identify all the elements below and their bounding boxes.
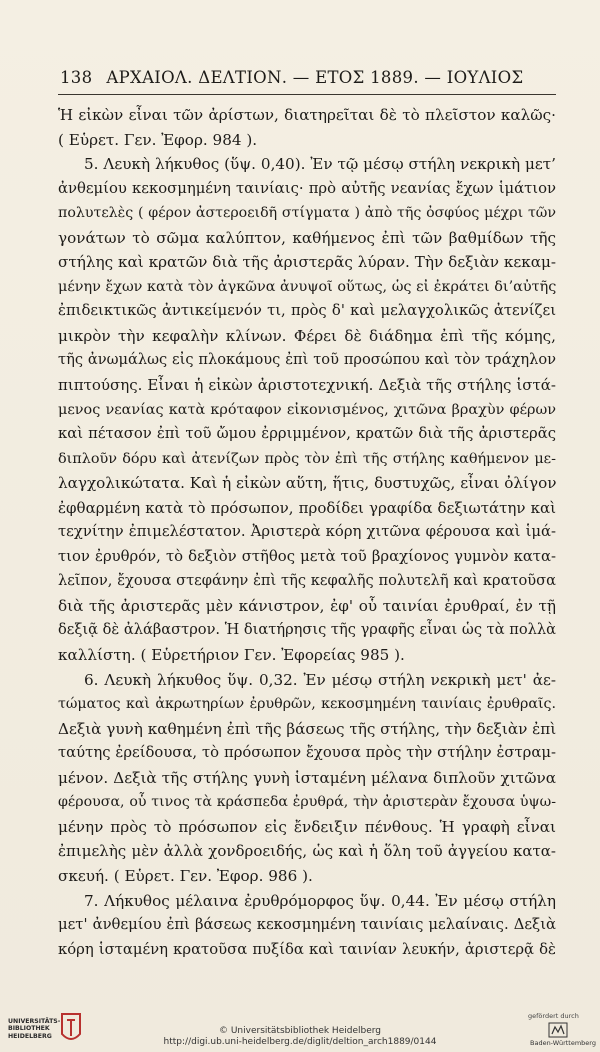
copyright-notice — [130, 1026, 470, 1048]
text-line: τώματος καὶ ἀκρωτηρίων ἐρυθρῶν, κεκοσμημένη ταινίαις ἐρυθραῖς. — [58, 696, 556, 713]
text-line: ἀνθεμίου κεκοσμημένη ταινίαις· πρὸ αὐτῆς νεανίας ἔχων ἱμάτιον — [58, 179, 556, 197]
text-line: μένην ἔχων κατὰ τὸν ἀγκῶνα ἀνυψοῖ οὕτως, ὡς εἰ ἐκράτει δι’αὐτῆς — [58, 278, 556, 295]
funder-name: Baden-Württemberg — [530, 1039, 596, 1047]
text-line: ἐφθαρμένη κατὰ τὸ πρόσωπον, προδίδει γραφίδα δεξιωτάτην καὶ — [58, 498, 556, 517]
text-line: ἐπιδεικτικῶς ἀντικείμενόν τι, πρὸς δ' καὶ μελαγχολικῶς ἀτενίζει — [58, 302, 556, 320]
running-header — [60, 68, 555, 92]
text-line: τεχνίτην ἐπιμελέστατον. Ἀριστερὰ κόρη χιτῶνα φέρουσα καὶ ἱμά- — [58, 523, 556, 541]
text-line: λεῖπον, ἔχουσα στεφάνην ἐπὶ τῆς κεφαλῆς πολυτελῆ καὶ κρατοῦσα — [58, 572, 556, 590]
funded-by-label: gefördert durch — [528, 1012, 579, 1020]
text-line: φέρουσα, οὗ τινος τὰ κράσπεδα ἐρυθρά, τὴν ἀριστερὰν ἔχουσα ὑψω- — [58, 794, 556, 811]
library-name-line: UNIVERSITÄTS- — [8, 1018, 61, 1025]
text-line: σκευή. ( Εὑρετ. Γεν. Ἐφορ. 986 ). — [58, 866, 313, 885]
text-line: στήλης καὶ κρατῶν διὰ τῆς ἀριστερᾶς λύραν. Τὴν δεξιὰν κεκαμ- — [58, 253, 556, 272]
text-line: τῆς ἀνωμάλως εἰς πλοκάμους ἐπὶ τοῦ προσώπου καὶ τὸν τράχηλον — [58, 351, 556, 369]
text-line: κόρη ἱσταμένη κρατοῦσα πυξίδα καὶ ταινίαν λευκήν, ἀριστερᾷ δὲ — [58, 940, 556, 958]
text-line: Ἡ εἰκὼν εἶναι τῶν ἀρίστων, διατηρεῖται δὲ τὸ πλεῖστον καλῶς· — [58, 106, 556, 124]
text-line: μικρὸν τὴν κεφαλὴν κλίνων. Φέρει δὲ διάδημα ἐπὶ τῆς κόμης, — [58, 326, 556, 345]
page-footer — [0, 984, 600, 1052]
library-seal-icon — [60, 1012, 82, 1046]
text-line: δεξιᾷ δὲ ἀλάβαστρον. Ἡ διατήρησις τῆς γραφῆς εἶναι ὡς τὰ πολλὰ — [58, 621, 556, 639]
copyright-text: © Universitätsbibliothek Heidelberg — [218, 1026, 381, 1036]
text-line: 6. Λευκὴ λήκυθος ὕψ. 0,32. Ἐν μέσῳ στήλη νεκρικὴ μετ' ἀε- — [84, 670, 556, 689]
text-line: ( Εὑρετ. Γεν. Ἐφορ. 984 ). — [58, 130, 258, 149]
page-number: 138 — [60, 68, 93, 87]
text-line: διπλοῦν δόρυ καὶ ἀτενίζων πρὸς τὸν ἐπὶ τῆς στήλης καθήμενον με- — [58, 450, 556, 467]
text-line: τιον ἐρυθρόν, τὸ δεξιὸν στῆθος μετὰ τοῦ βραχίονος γυμνὸν κατα- — [58, 547, 556, 565]
body-text — [58, 103, 556, 962]
text-line: καὶ πέτασον ἐπὶ τοῦ ὤμου ἐρριμμένον, κρατῶν διὰ τῆς ἀριστερᾶς — [58, 425, 556, 443]
library-name-line: BIBLIOTHEK — [8, 1025, 50, 1033]
text-line: μένην πρὸς τὸ πρόσωπον εἰς ἔνδειξιν πένθους. Ἡ γραφὴ εἶναι — [58, 817, 556, 836]
text-line: μενος νεανίας κατὰ κρόταφον εἰκονισμένος, χιτῶνα βραχὺν φέρων — [58, 401, 556, 418]
library-logo — [8, 1018, 61, 1048]
text-line: ταύτης ἐρείδουσα, τὸ πρόσωπον ἔχουσα πρὸς τὴν στήλην ἐστραμ- — [58, 744, 556, 762]
text-line: λαγχολικώτατα. Καὶ ἡ εἰκὼν αὕτη, ἥτις, δυστυχῶς, εἶναι ὀλίγον — [58, 474, 556, 493]
text-line: μένον. Δεξιὰ τῆς στήλης γυνὴ ἱσταμένη μέλανα διπλοῦν χιτῶνα — [58, 768, 556, 787]
text-line: καλλίστη. ( Εὑρετήριον Γεν. Ἐφορείας 985 ). — [58, 646, 405, 665]
library-name-line: HEIDELBERG — [8, 1032, 52, 1040]
text-line: 7. Λήκυθος μέλαινα ἐρυθρόμορφος ὕψ. 0,44. Ἐν μέσῳ στήλη — [84, 891, 556, 910]
text-line: 5. Λευκὴ λήκυθος (ὕψ. 0,40). Ἐν τῷ μέσῳ στήλη νεκρικὴ μετ’ — [84, 155, 556, 174]
baden-wuerttemberg-logo-icon — [548, 1022, 568, 1038]
text-line: διὰ τῆς ἀριστερᾶς μὲν κάνιστρον, ἐφ' οὗ ταινίαι ἐρυθραί, ἐν τῇ — [58, 596, 556, 615]
text-line: Δεξιὰ γυνὴ καθημένη ἐπὶ τῆς βάσεως τῆς στήλης, τὴν δεξιὰν ἐπὶ — [58, 719, 556, 738]
text-line: πιπτούσης. Εἶναι ἡ εἰκὼν ἀριστοτεχνική. Δεξιὰ τῆς στήλης ἱστά- — [58, 376, 556, 395]
text-line: ἐπιμελὴς μὲν ἀλλὰ χονδροειδής, ὡς καὶ ἡ ὅλη τοῦ ἀγγείου κατα- — [58, 842, 556, 861]
source-url[interactable]: http://digi.ub.uni-heidelberg.de/diglit/deltion_arch1889/0144 — [163, 1037, 437, 1047]
header-rule — [58, 94, 556, 95]
running-title: ΑΡΧΑΙΟΛ. ΔΕΛΤΙΟΝ. — ΕΤΟΣ 1889. — ΙΟΥΛΙΟΣ — [106, 68, 524, 87]
text-line: πολυτελὲς ( φέρον ἀστεροειδῆ στίγματα ) ἀπὸ τῆς ὀσφύος μέχρι τῶν — [58, 205, 556, 222]
text-line: μετ' ἀνθεμίου ἐπὶ βάσεως κεκοσμημένη ταινίαις μελαίναις. Δεξιὰ — [58, 916, 556, 934]
text-line: γονάτων τὸ σῶμα καλύπτον, καθήμενος ἐπὶ τῶν βαθμίδων τῆς — [58, 228, 556, 247]
